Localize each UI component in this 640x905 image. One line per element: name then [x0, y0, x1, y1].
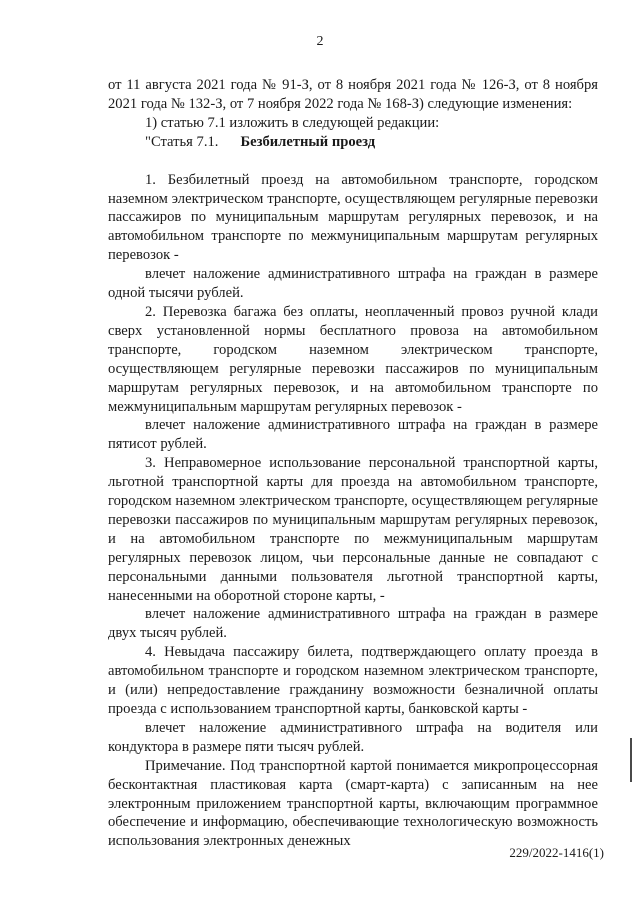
scan-edge-mark	[630, 738, 632, 782]
article-name: Безбилетный проезд	[240, 133, 376, 150]
item-1: 1) статью 7.1 изложить в следующей редакции:	[145, 114, 440, 131]
blank-line	[108, 152, 598, 171]
part-2-penalty: влечет наложение административного штрафа на граждан в размере пятисот рублей.	[108, 417, 598, 453]
intro-paragraph: от 11 августа 2021 года № 91-З, от 8 ноября 2021 года № 126-З, от 8 ноября 2021 года № 132-З, от 7 ноября 2022 года № 168-З) следующие изменения:	[108, 77, 598, 112]
part-4: 4. Невыдача пассажиру билета, подтверждающего оплату проезда в автомобильном транспорте и городском наземном электрическом транспорте, и (или) непредоставление гражданину возможности безналичной оплаты проезда с использованием транспортной карты, банковской карты -	[108, 644, 598, 717]
part-3: 3. Неправомерное использование персональной транспортной карты, льготной транспортной карты для проезда на автомобильном транспорте, городском наземном электрическом транспорте, осуществляющем регулярные перевозки пассажиров по муниципальным маршрутам регулярных перевозок, и на автомобильном транспорте по межмуниципальным маршрутам регулярных перевозок лицом, чьи персональные данные не совпадают с персональными данными пользователя льготной транспортной карты, нанесенными на оборотной стороне карты, -	[108, 455, 598, 604]
part-2: 2. Перевозка багажа без оплаты, неоплаченный провоз ручной клади сверх установленной нормы бесплатного провоза на автомобильном транспорте, городском наземном электрическом транспорте, осуществляющем регулярные перевозки пассажиров по муниципальным маршрутам регулярных перевозок, и на автомобильном транспорте по межмуниципальным маршрутам регулярных перевозок -	[108, 303, 598, 415]
article-heading	[108, 133, 598, 152]
part-4-penalty: влечет наложение административного штрафа на водителя или кондуктора в размере пяти тысяч рублей.	[108, 719, 598, 755]
part-3-penalty: влечет наложение административного штрафа на граждан в размере двух тысяч рублей.	[108, 606, 598, 642]
note-paragraph: Примечание. Под транспортной картой понимается микропроцессорная бесконтактная пластиковая карта (смарт-карта) с записанным на нее электронным приложением транспортной карты, включающим программное обеспечение и информацию, обеспечивающие технологическую возможность использования электронных денежных	[108, 757, 598, 850]
part-1-penalty: влечет наложение административного штрафа на граждан в размере одной тысячи рублей.	[108, 266, 598, 302]
document-code: 229/2022-1416(1)	[509, 845, 604, 860]
page-number: 2	[316, 34, 324, 49]
part-1: 1. Безбилетный проезд на автомобильном транспорте, городском наземном электрическом транспорте, осуществляющем регулярные перевозки пассажиров по муниципальным маршрутам регулярных перевозок, и на автомобильном транспорте по межмуниципальным маршрутам регулярных перевозок -	[108, 171, 598, 264]
document-body	[108, 76, 598, 851]
article-number: "Статья 7.1.	[145, 133, 219, 150]
